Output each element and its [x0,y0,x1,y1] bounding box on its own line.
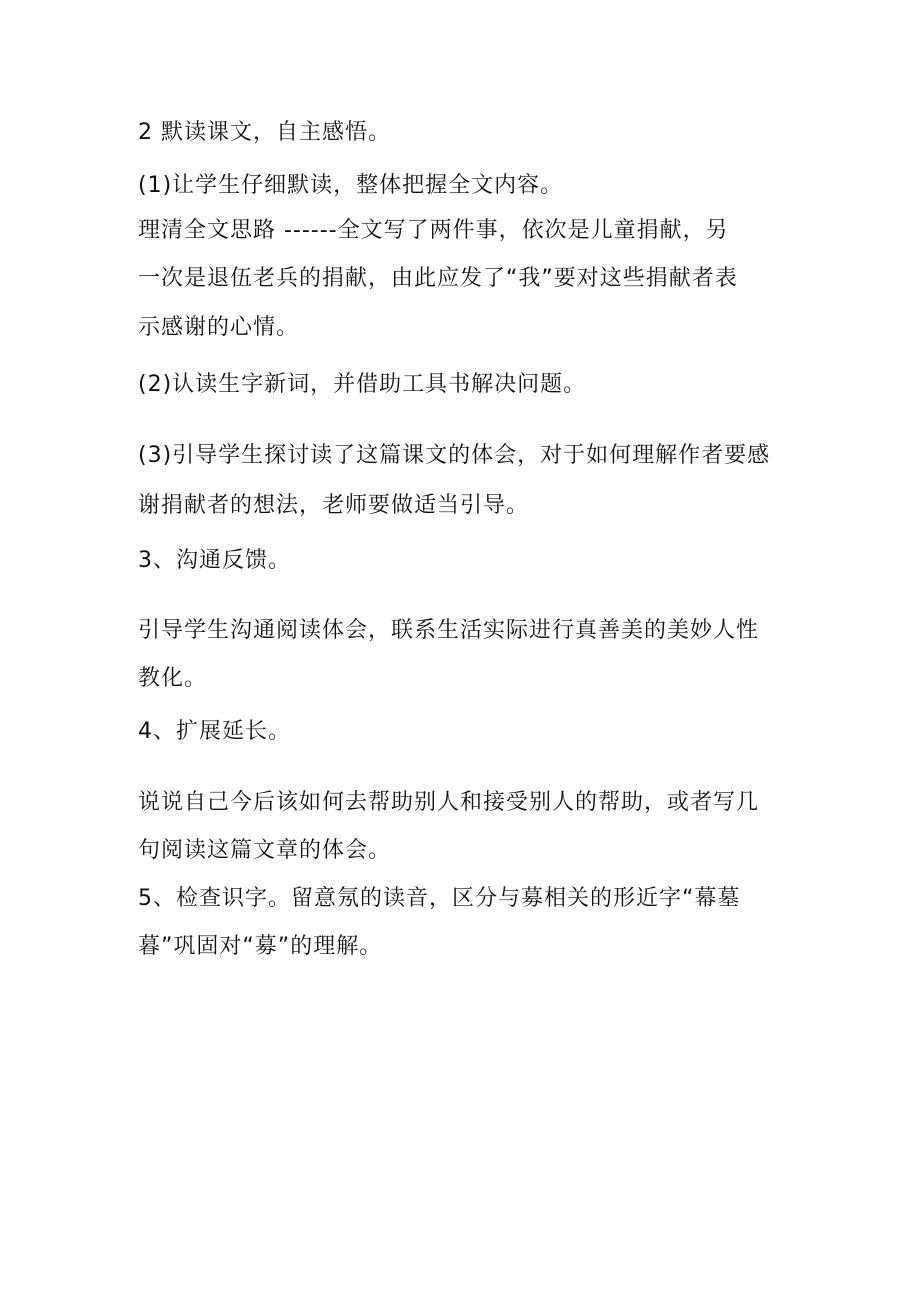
step-2-item-3-line-2: 谢捐献者的想法，老师要做适当引导。 [138,493,530,518]
step-2-item-2: (2)认读生字新词，并借助工具书解决问题。 [138,372,587,397]
step-5-line-1: 5、检查识字。留意氖的读音，区分与募相关的形近字“幕墓 [138,886,741,911]
step-2-item-1: (1)让学生仔细默读，整体把握全文内容。 [138,173,564,198]
step-2-item-1-text-line-1: 理清全文思路 ------全文写了两件事，依次是儿童捐献，另 [138,218,729,243]
step-3-text-line-2: 教化。 [138,666,208,691]
step-4-text-line-1: 说说自己今后该如何去帮助别人和接受别人的帮助，或者写几 [138,790,760,815]
step-2-item-1-text-line-2: 一次是退伍老兵的捐献，由此应发了“我”要对这些捐献者表 [138,266,738,291]
step-2-heading: 2 默读课文，自主感悟。 [138,120,391,145]
step-3-text-line-1: 引导学生沟通阅读体会，联系生活实际进行真善美的美妙人性 [138,618,760,643]
step-3-heading: 3、沟通反馈。 [138,548,291,573]
step-2-item-3-line-1: (3)引导学生探讨读了这篇课文的体会，对于如何理解作者要感 [138,443,771,468]
step-5-line-2: 暮”巩固对“募”的理解。 [138,934,383,959]
step-4-heading: 4、扩展延长。 [138,719,291,744]
step-4-text-line-2: 句阅读这篇文章的体会。 [138,838,392,863]
step-2-item-1-text-line-3: 示感谢的心情。 [138,315,300,340]
